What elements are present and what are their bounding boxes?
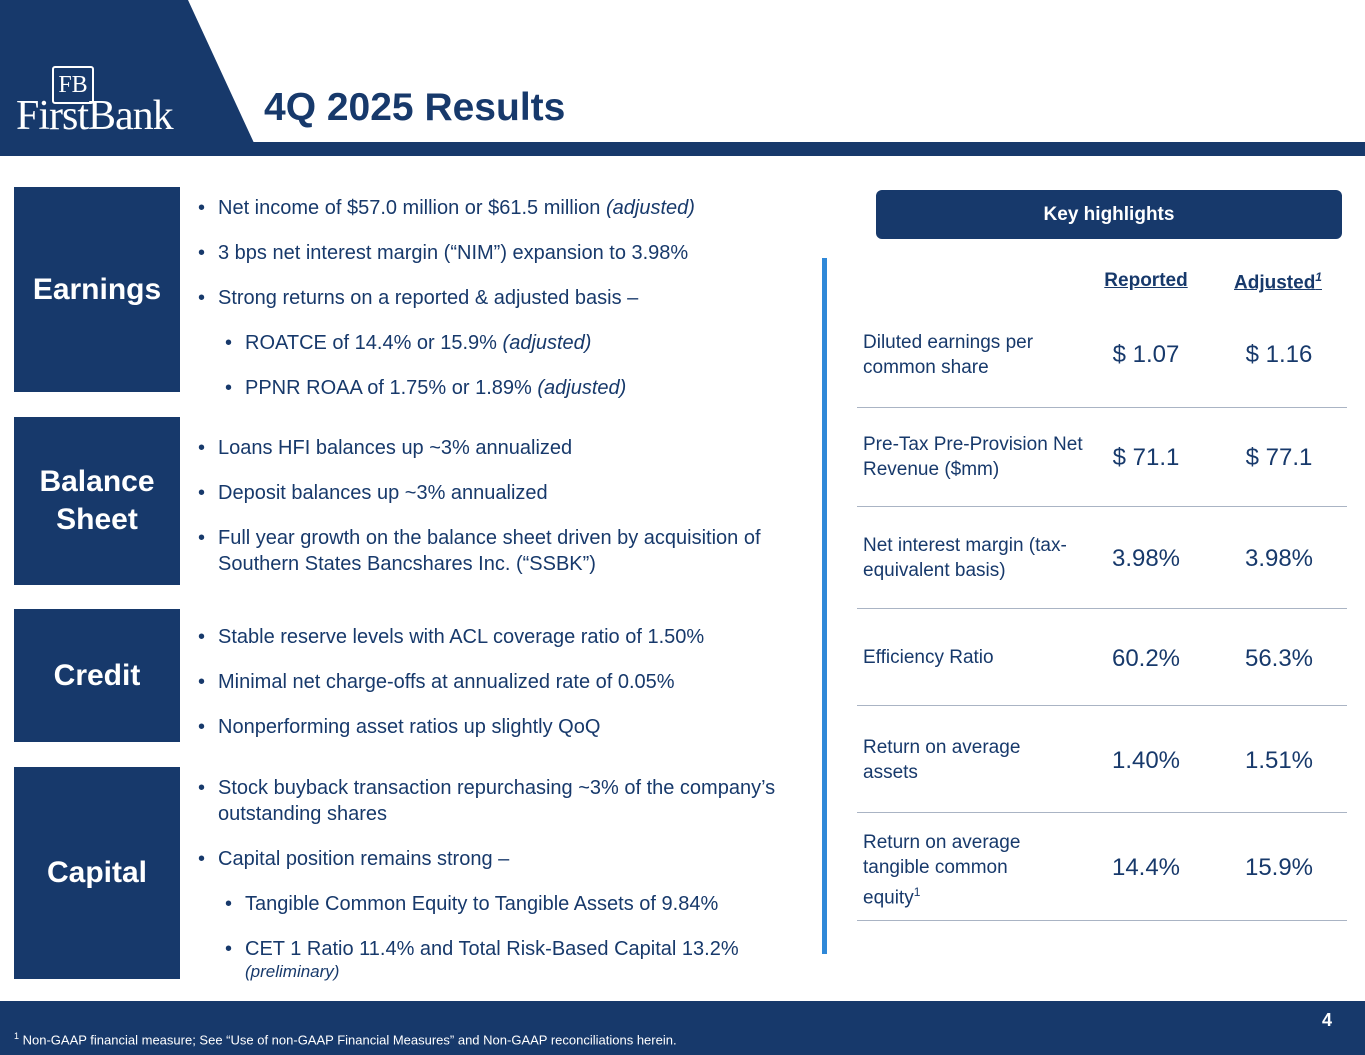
reported-value: $ 71.1 bbox=[1112, 444, 1180, 471]
footnote: $^1$ Non-GAAP financial measure; See “Use of non-GAAP Financial Measures” and Non-GAAP reconciliations herein. bbox=[14, 1031, 677, 1048]
row-label: Net interest margin (tax-equivalent basis) bbox=[863, 535, 1067, 581]
page-title: 4Q 2025 Results bbox=[264, 86, 566, 129]
earnings-bullets bbox=[198, 195, 808, 420]
bullet-item: • Capital position remains strong – bbox=[198, 846, 808, 872]
bullet-item: • Deposit balances up ~3% annualized bbox=[198, 480, 808, 506]
table-row bbox=[857, 706, 1347, 813]
sub-bullet-item: • ROATCE of 14.4% or 15.9% (adjusted) bbox=[225, 330, 808, 356]
bullet-item: • Strong returns on a reported & adjusted basis – bbox=[198, 285, 808, 311]
key-highlights-header: Key highlights bbox=[876, 190, 1342, 239]
section-label-earnings: Earnings bbox=[14, 187, 180, 392]
adjusted-value: $ 77.1 bbox=[1245, 444, 1313, 471]
row-label: Diluted earnings per common share bbox=[863, 332, 1034, 378]
table-row bbox=[857, 507, 1347, 609]
logo-wordmark: FirstBank bbox=[16, 93, 173, 139]
column-header-adjusted: Adjusted$^1$ bbox=[1234, 270, 1322, 294]
section-label-capital: Capital bbox=[14, 767, 180, 979]
adjusted-value: 1.51% bbox=[1244, 747, 1314, 774]
balance-sheet-bullets bbox=[198, 435, 808, 596]
bullet-item: • Nonperforming asset ratios up slightly QoQ bbox=[198, 714, 808, 740]
sub-bullet-item: • CET 1 Ratio 11.4% and Total Risk-Based Capital 13.2% (preliminary) bbox=[225, 936, 808, 982]
reported-value: 1.40% bbox=[1111, 747, 1181, 774]
row-label: Pre-Tax Pre-Provision Net Revenue ($mm) bbox=[863, 434, 1083, 480]
bullet-item: • 3 bps net interest margin (“NIM”) expansion to 3.98% bbox=[198, 240, 808, 266]
reported-value: 60.2% bbox=[1111, 645, 1181, 672]
adjusted-value: 15.9% bbox=[1244, 854, 1314, 881]
table-row bbox=[857, 305, 1347, 408]
header-rule bbox=[0, 142, 1365, 156]
section-label-credit: Credit bbox=[14, 609, 180, 742]
section-label-balance-sheet: Balance Sheet bbox=[14, 417, 180, 585]
row-label: Return on average tangible common equity$^1$ bbox=[863, 832, 1021, 909]
bullet-item: • Minimal net charge-offs at annualized rate of 0.05% bbox=[198, 669, 808, 695]
adjusted-value: 3.98% bbox=[1244, 545, 1314, 572]
footer-bar bbox=[0, 1001, 1365, 1055]
table-row bbox=[857, 813, 1347, 921]
table-row bbox=[857, 408, 1347, 507]
column-header-reported: Reported bbox=[1104, 270, 1188, 291]
adjusted-value: $ 1.16 bbox=[1245, 341, 1313, 368]
bullet-item: • Stock buyback transaction repurchasing ~3% of the company’s outstanding shares bbox=[198, 775, 808, 827]
bullet-item: • Net income of $57.0 million or $61.5 million (adjusted) bbox=[198, 195, 808, 221]
sub-bullet-item: • Tangible Common Equity to Tangible Assets of 9.84% bbox=[225, 891, 808, 917]
vertical-divider bbox=[822, 258, 827, 954]
preliminary-note: (preliminary) bbox=[245, 962, 340, 981]
credit-bullets bbox=[198, 624, 808, 759]
row-label: Return on average assets bbox=[863, 737, 1021, 783]
reported-value: $ 1.07 bbox=[1112, 341, 1180, 368]
bullet-item: • Stable reserve levels with ACL coverage ratio of 1.50% bbox=[198, 624, 808, 650]
reported-value: 14.4% bbox=[1111, 854, 1181, 881]
page-number: 4 bbox=[1321, 1010, 1332, 1030]
reported-value: 3.98% bbox=[1111, 545, 1181, 572]
logo-monogram: FB bbox=[52, 66, 94, 104]
bullet-item: • Loans HFI balances up ~3% annualized bbox=[198, 435, 808, 461]
bullet-item: • Full year growth on the balance sheet driven by acquisition of Southern States Bancshares Inc. (“SSBK”) bbox=[198, 525, 808, 577]
row-label: Efficiency Ratio bbox=[863, 647, 994, 668]
table-row bbox=[857, 609, 1347, 706]
capital-bullets bbox=[198, 775, 808, 1001]
sub-bullet-item: • PPNR ROAA of 1.75% or 1.89% (adjusted) bbox=[225, 375, 808, 401]
adjusted-value: 56.3% bbox=[1244, 645, 1314, 672]
